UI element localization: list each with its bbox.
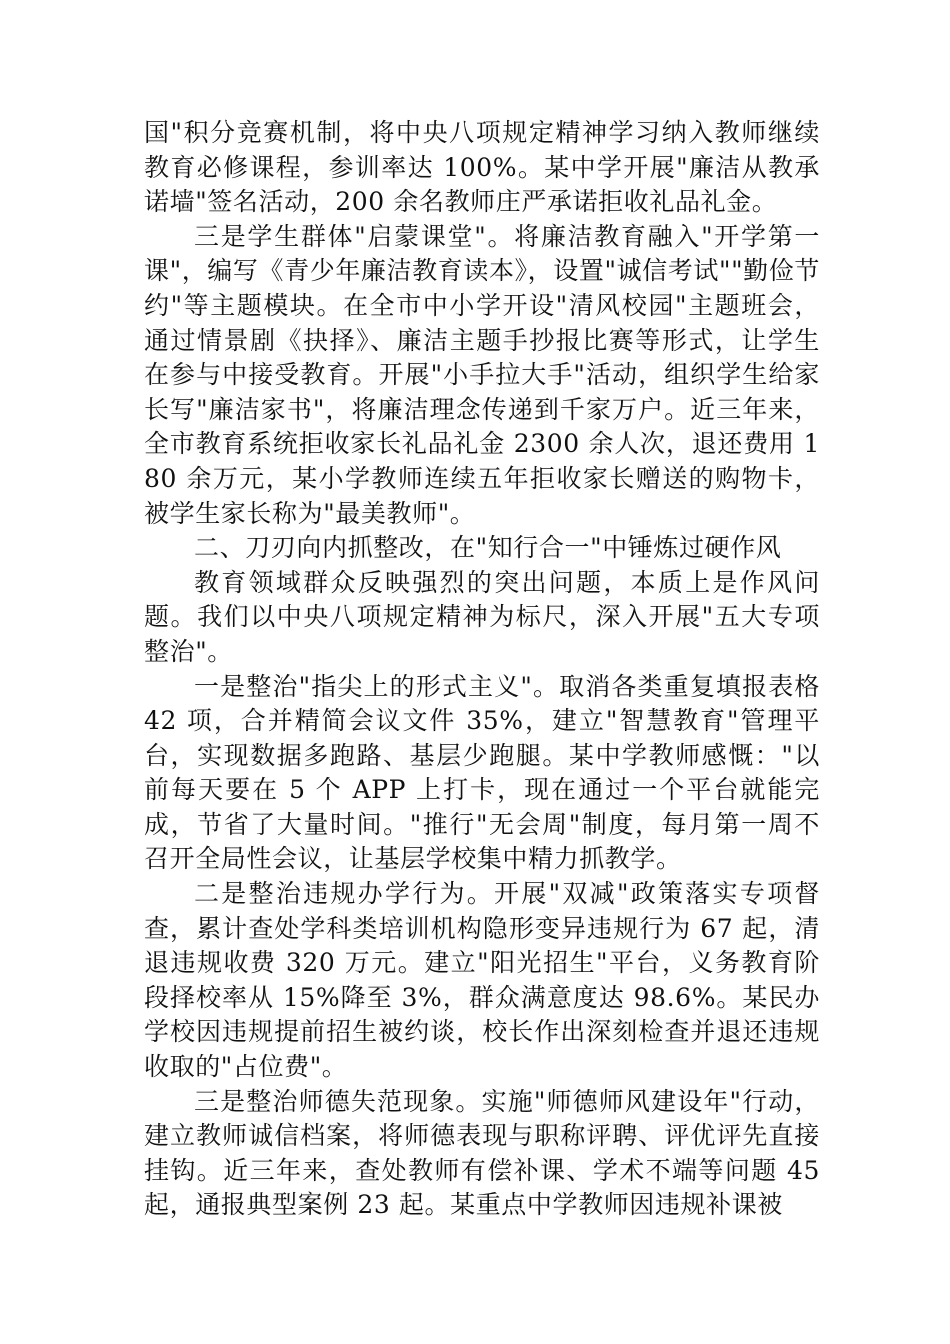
paragraph-intro-rectification: 教育领域群众反映强烈的突出问题，本质上是作风问题。我们以中央八项规定精神为标尺，深入开展"五大专项整治"。 — [144, 567, 820, 666]
paragraph-school-violations: 二是整治违规办学行为。开展"双减"政策落实专项督查，累计查处学科类培训机构隐形变异违规行为 67 起，清退违规收费 320 万元。建立"阳光招生"平台，义务教育阶段择校率从 15%降至 3%，群众满意度达 98.6%。某民办学校因违规提前招生被约谈，校长作出深刻检查并退还违规收取的"占位费"。 — [144, 879, 820, 1082]
paragraph-student-enlightenment: 三是学生群体"启蒙课堂"。将廉洁教育融入"开学第一课"，编写《青少年廉洁教育读本》，设置"诚信考试""勤俭节约"等主题模块。在全市中小学开设"清风校园"主题班会，通过情景剧《抉择》、廉洁主题手抄报比赛等形式，让学生在参与中接受教育。开展"小手拉大手"活动，组织学生给家长写"廉洁家书"，将廉洁理念传递到千家万户。近三年来，全市教育系统拒收家长礼品礼金 2300 余人次，退还费用 180 余万元，某小学教师连续五年拒收家长赠送的购物卡，被学生家长称为"最美教师"。 — [144, 221, 820, 528]
paragraph-formalism: 一是整治"指尖上的形式主义"。取消各类重复填报表格 42 项，合并精简会议文件 35%，建立"智慧教育"管理平台，实现数据多跑路、基层少跑腿。某中学教师感慨："以前每天要在 5 个 APP 上打卡，现在通过一个平台就能完成，节省了大量时间。"推行"无会周"制度，每月第一周不召开全局性会议，让基层学校集中精力抓教学。 — [144, 671, 820, 874]
document-body — [144, 116, 820, 1223]
section-heading: 二、刀刃向内抓整改，在"知行合一"中锤炼过硬作风 — [194, 533, 782, 563]
paragraph-continuation: 国"积分竞赛机制，将中央八项规定精神学习纳入教师继续教育必修课程，参训率达 100%。某中学开展"廉洁从教承诺墙"签名活动，200 余名教师庄严承诺拒收礼品礼金。 — [144, 118, 820, 217]
paragraph-teacher-ethics: 三是整治师德失范现象。实施"师德师风建设年"行动，建立教师诚信档案，将师德表现与职称评聘、评优评先直接挂钩。近三年来，查处教师有偿补课、学术不端等问题 45 起，通报典型案例 23 起。某重点中学教师因违规补课被 — [144, 1086, 820, 1220]
